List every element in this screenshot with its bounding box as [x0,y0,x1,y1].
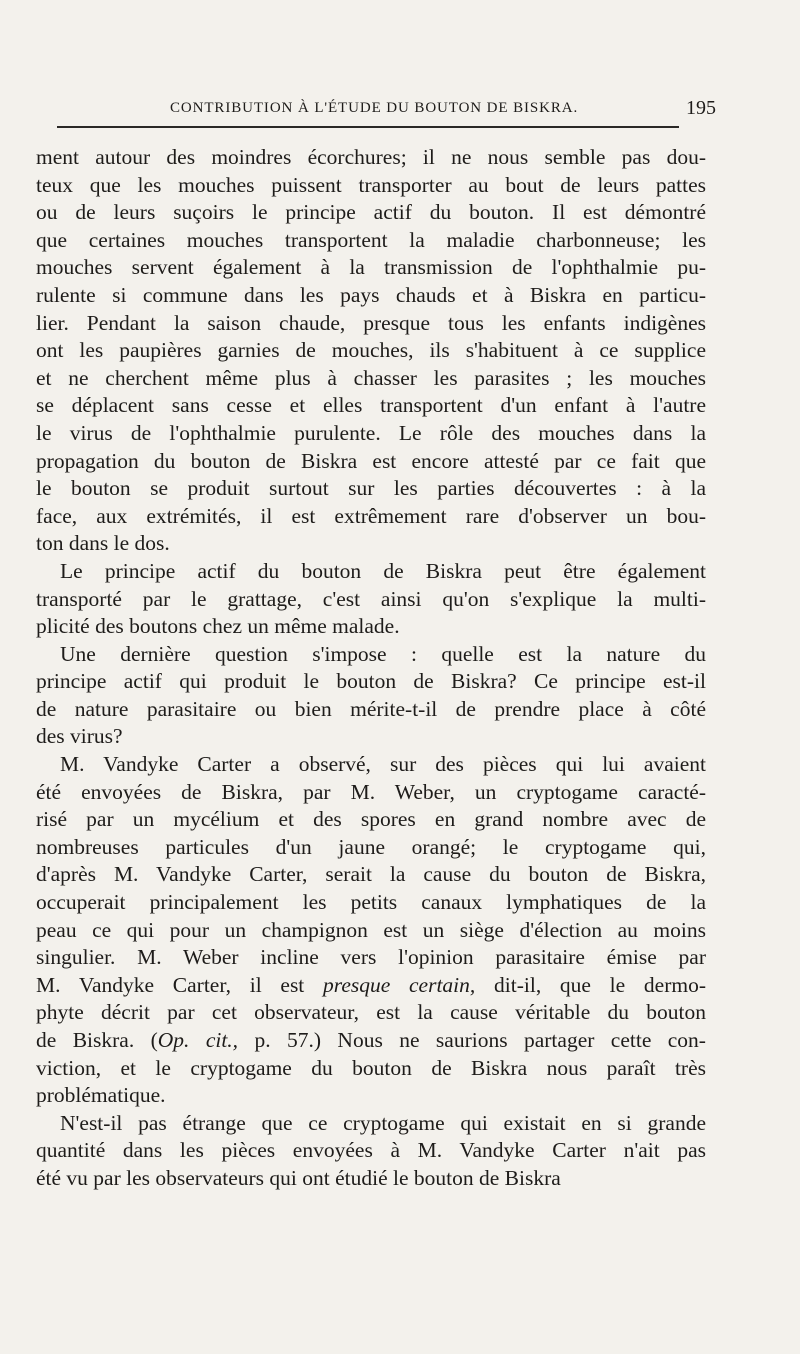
text-line: nombreuses particules d'un jaune orangé; le cryptogame qui, [36,834,706,859]
paragraph [36,751,706,1110]
body-text [36,144,706,1193]
text-line: transporté par le grattage, c'est ainsi qu'on s'explique la multi- [36,586,706,611]
text-line: le virus de l'ophthalmie purulente. Le rôle des mouches dans la [36,420,706,445]
text-line: Une dernière question s'impose : quelle est la nature du [60,641,706,666]
text-line: occuperait principalement les petits canaux lymphatiques de la [36,890,706,915]
text-line: que certaines mouches transportent la maladie charbonneuse; les [36,227,706,252]
text-line: M. Vandyke Carter a observé, sur des pièces qui lui avaient [60,752,706,777]
text-line: Le principe actif du bouton de Biskra peut être également [60,558,706,583]
text-line: viction, et le cryptogame du bouton de Biskra nous paraît très [36,1055,706,1080]
text-line: des virus? [36,724,123,749]
text-line: problématique. [36,1083,166,1108]
text-line: d'après M. Vandyke Carter, serait la cause du bouton de Biskra, [36,862,706,887]
italic-phrase: Op. cit., [157,1028,239,1052]
text-line: et ne cherchent même plus à chasser les parasites ; les mouches [36,365,706,390]
text-line: principe actif qui produit le bouton de Biskra? Ce principe est-il [36,669,706,694]
text-line: mouches servent également à la transmission de l'ophthalmie pu- [36,255,706,280]
text-line: singulier. M. Weber incline vers l'opinion parasitaire émise par [36,945,706,970]
text-line: plicité des boutons chez un même malade. [36,614,400,639]
text-line: été vu par les observateurs qui ont étudié le bouton de Biskra [36,1165,561,1190]
text-line: phyte décrit par cet observateur, est la cause véritable du bouton [36,1000,706,1025]
text-line: propagation du bouton de Biskra est encore attesté par ce fait que [36,448,706,473]
text-line: risé par un mycélium et des spores en grand nombre avec de [36,807,706,832]
paragraph [36,1110,706,1193]
text-line: ment autour des moindres écorchures; il ne nous semble pas dou- [36,145,706,169]
text-line: le bouton se produit surtout sur les parties découvertes : à la [36,476,706,501]
header-rule [57,126,679,128]
running-title: CONTRIBUTION À L'ÉTUDE DU BOUTON DE BISKRA. [170,100,579,116]
text-line: de nature parasitaire ou bien mérite-t-il de prendre place à côté [36,696,706,721]
italic-phrase: presque certain, [323,972,476,997]
text-line: lier. Pendant la saison chaude, presque tous les enfants indigènes [36,310,706,335]
paragraph [36,144,706,558]
text-line: M. Vandyke Carter, il est presque certain, dit-il, que le dermo- [36,972,707,997]
text-line: rulente si commune dans les pays chauds et à Biskra en particu- [36,282,706,307]
text-line: N'est-il pas étrange que ce cryptogame qui existait en si grande [60,1110,706,1135]
text-line: ou de leurs suçoirs le principe actif du bouton. Il est démontré [36,200,706,225]
text-line: été envoyées de Biskra, par M. Weber, un cryptogame caracté- [36,779,706,804]
text-line: se déplacent sans cesse et elles transportent d'un enfant à l'autre [36,393,706,418]
text-line: face, aux extrémités, il est extrêmement rare d'observer un bou- [36,503,706,528]
text-line: quantité dans les pièces envoyées à M. Vandyke Carter n'ait pas [36,1138,706,1163]
paragraph [36,558,706,641]
paragraph [36,641,706,751]
page-number: 195 [686,97,716,119]
running-head [38,97,716,124]
text-line: peau ce qui pour un champignon est un siège d'élection au moins [36,917,706,942]
text-line: teux que les mouches puissent transporter au bout de leurs pattes [36,172,706,197]
text-line: ont les paupières garnies de mouches, ils s'habituent à ce supplice [36,338,706,363]
text-line: de Biskra. (Op. cit., p. 57.) Nous ne saurions partager cette con- [36,1028,706,1052]
text-line: ton dans le dos. [36,531,170,556]
